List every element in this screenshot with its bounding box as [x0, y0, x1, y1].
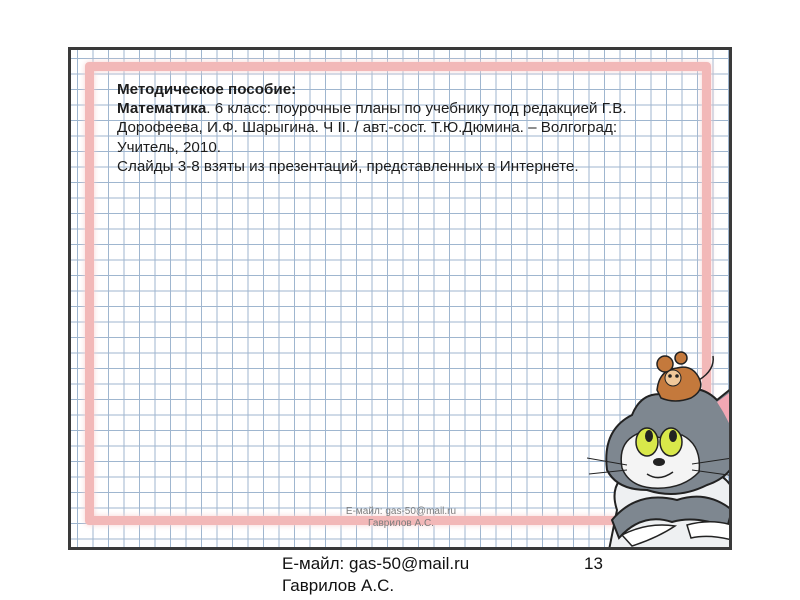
- cat-and-mouse-cartoon: [587, 350, 732, 550]
- footer: [282, 553, 469, 597]
- inner-footer-author: Гаврилов А.С.: [368, 518, 434, 529]
- reference-text: [117, 80, 697, 176]
- line2: Дорофеева, И.Ф. Шарыгина. Ч II. / авт.-сост. Т.Ю.Дюмина. – Волгоград:: [117, 119, 618, 137]
- subject: Математика: [117, 100, 207, 118]
- footer-email: Е-майл: gas-50@mail.ru: [282, 554, 470, 573]
- inner-footer: [301, 506, 501, 530]
- page-number: 13: [584, 554, 603, 573]
- line1-rest: . 6 класс: поурочные планы по учебнику под редакцией Г.В.: [206, 100, 627, 118]
- line3: Учитель, 2010.: [117, 138, 221, 156]
- inner-footer-email: Е-майл: gas-50@mail.ru: [345, 506, 457, 517]
- line4: Слайды 3-8 взяты из презентаций, представленных в Интернете.: [117, 157, 579, 175]
- footer-author: Гаврилов А.С.: [282, 576, 395, 595]
- slide: [68, 47, 732, 550]
- heading: Методическое пособие:: [117, 81, 297, 98]
